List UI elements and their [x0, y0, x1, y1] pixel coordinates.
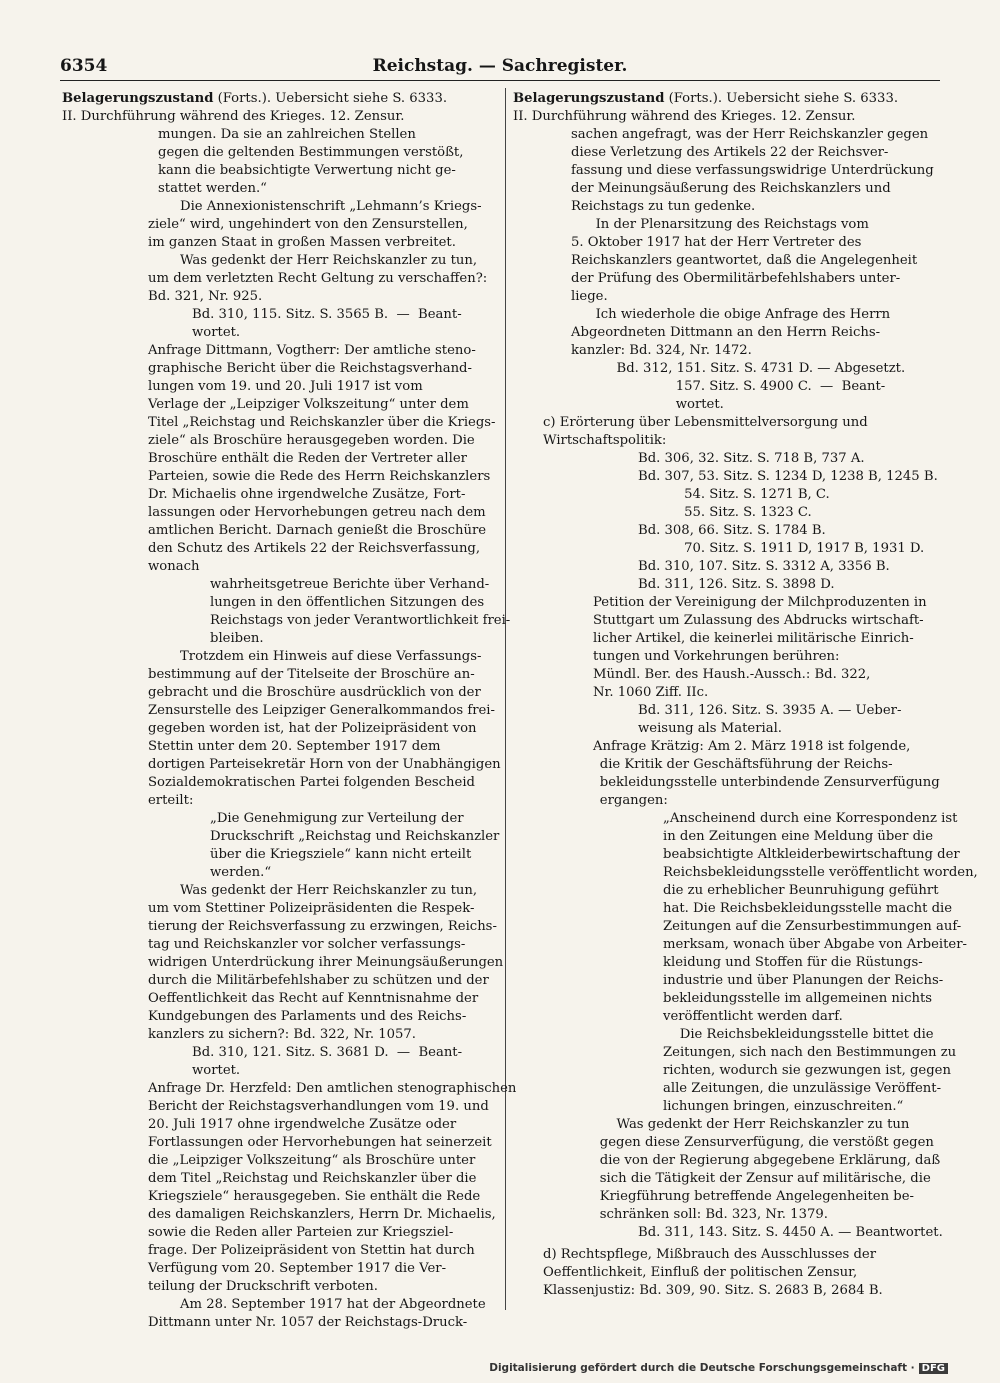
right-text-line: ergangen: [583, 793, 668, 808]
left-text-line: Verlage der „Leipziger Volkszeitung“ unter dem [148, 397, 469, 412]
left-text-line: Dittmann unter Nr. 1057 der Reichstags-Druck- [148, 1315, 468, 1330]
left-text-line: wahrheitsgetreue Berichte über Verhand- [210, 577, 490, 592]
left-text-line: graphische Bericht über die Reichstagsverhand- [148, 361, 472, 376]
left-text-line: Bd. 310, 115. Sitz. S. 3565 B. — Beant- [192, 307, 462, 322]
right-text-line: liege. [571, 289, 608, 304]
right-text-line: In der Plenarsitzung des Reichstags vom [583, 217, 869, 232]
left-text-line: tag und Reichskanzler vor solcher verfassungs- [148, 937, 466, 952]
left-text-line: Parteien, sowie die Rede des Herrn Reichskanzlers [148, 469, 491, 484]
left-text-line: des damaligen Reichskanzlers, Herrn Dr. Michaelis, [148, 1207, 496, 1222]
left-text-line: Was gedenkt der Herr Reichskanzler zu tun, [180, 883, 478, 898]
left-text-line: bestimmung auf der Titelseite der Broschüre an- [148, 667, 475, 682]
left-text-line: Anfrage Dr. Herzfeld: Den amtlichen stenographischen [148, 1081, 517, 1096]
right-text-line: 54. Sitz. S. 1271 B, C. [638, 487, 830, 502]
right-text-line: der Prüfung des Obermilitärbefehlshabers unter- [571, 271, 901, 286]
column-divider [505, 88, 506, 1310]
left-text-line: Sozialdemokratischen Partei folgenden Bescheid [148, 775, 475, 790]
right-text-line: schränken soll: Bd. 323, Nr. 1379. [583, 1207, 828, 1222]
right-text-line: bekleidungsstelle unterbindende Zensurverfügung [583, 775, 940, 790]
left-text-line: kanzlers zu sichern?: Bd. 322, Nr. 1057. [148, 1027, 416, 1042]
right-text-line: licher Artikel, die keinerlei militärische Einrich- [593, 631, 914, 646]
left-text-line: erteilt: [148, 793, 194, 808]
left-text-block [62, 126, 517, 1332]
left-text-line: Anfrage Dittmann, Vogtherr: Der amtliche steno- [148, 343, 476, 358]
dfg-logo: DFG [919, 1363, 948, 1374]
left-text-line: „Die Genehmigung zur Verteilung der [210, 811, 464, 826]
left-text-line: amtlichen Bericht. Darnach genießt die Broschüre [148, 523, 487, 538]
right-text-line: industrie und über Planungen der Reichs- [663, 973, 944, 988]
right-text-line: tungen und Vorkehrungen berühren: [593, 649, 840, 664]
right-text-line: Ich wiederhole die obige Anfrage des Herrn [583, 307, 891, 322]
right-text-line: alle Zeitungen, die unzulässige Veröffent- [663, 1081, 942, 1096]
right-text-line: Bd. 307, 53. Sitz. S. 1234 D, 1238 B, 1245 B. [638, 469, 938, 484]
right-text-line: in den Zeitungen eine Meldung über die [663, 829, 934, 844]
left-text-line: wortet. [192, 1063, 241, 1078]
right-text-line: Was gedenkt der Herr Reichskanzler zu tun [583, 1117, 910, 1132]
left-text-line: werden.“ [210, 865, 272, 880]
right-column [513, 90, 978, 1300]
right-text-block [513, 126, 978, 1300]
right-text-line: merksam, wonach über Abgabe von Arbeiter- [663, 937, 967, 952]
left-text-line: Stettin unter dem 20. September 1917 dem [148, 739, 441, 754]
right-text-line: richten, wodurch sie gezwungen ist, gegen [663, 1063, 951, 1078]
left-heading-rest: (Forts.). Uebersicht siehe S. 6333. [213, 91, 448, 106]
right-text-line: 55. Sitz. S. 1323 C. [638, 505, 812, 520]
right-text-line: 157. Sitz. S. 4900 C. — Beant- [638, 379, 886, 394]
left-text-line: bleiben. [210, 631, 264, 646]
left-text-line: den Schutz des Artikels 22 der Reichsverfassung, [148, 541, 481, 556]
right-text-line: Reichskanzlers geantwortet, daß die Angelegenheit [571, 253, 918, 268]
right-text-line: die zu erheblicher Beunruhigung geführt [663, 883, 939, 898]
right-text-line: kanzler: Bd. 324, Nr. 1472. [571, 343, 752, 358]
right-text-line: Nr. 1060 Ziff. IIc. [593, 685, 709, 700]
right-text-line: d) Rechtspflege, Mißbrauch des Ausschlusses der [543, 1247, 877, 1262]
left-text-line: Druckschrift „Reichstag und Reichskanzler [210, 829, 500, 844]
left-text-line: ziele“ als Broschüre herausgegeben worden. Die [148, 433, 475, 448]
right-heading-rest: (Forts.). Uebersicht siehe S. 6333. [664, 91, 899, 106]
right-text-line: Bd. 311, 126. Sitz. S. 3898 D. [638, 577, 835, 592]
right-text-line: hat. Die Reichsbekleidungsstelle macht die [663, 901, 953, 916]
right-text-line: Mündl. Ber. des Haush.-Aussch.: Bd. 322, [593, 667, 871, 682]
right-text-line: Oeffentlichkeit, Einfluß der politischen Zensur, [543, 1265, 858, 1280]
left-text-line: Broschüre enthält die Reden der Vertreter aller [148, 451, 467, 466]
right-text-line: 5. Oktober 1917 hat der Herr Vertreter des [571, 235, 862, 250]
left-text-line: Verfügung vom 20. September 1917 die Ver- [148, 1261, 447, 1276]
left-text-line: Fortlassungen oder Hervorhebungen hat seinerzeit [148, 1135, 492, 1150]
left-text-line: Zensurstelle des Leipziger Generalkommandos frei- [148, 703, 495, 718]
left-text-line: durch die Militärbefehlshaber zu schützen und der [148, 973, 489, 988]
left-text-line: Kriegsziele“ herausgegeben. Sie enthält die Rede [148, 1189, 481, 1204]
left-text-line: ziele“ wird, ungehindert von den Zensurstellen, [148, 217, 468, 232]
left-text-line: die „Leipziger Volkszeitung“ als Broschüre unter [148, 1153, 476, 1168]
page-header [60, 56, 940, 80]
left-text-line: um dem verletzten Recht Geltung zu verschaffen?: [148, 271, 488, 286]
right-text-line: beabsichtigte Altkleiderbewirtschaftung der [663, 847, 960, 862]
left-text-line: gegeben worden ist, hat der Polizeipräsident von [148, 721, 477, 736]
right-text-line: sachen angefragt, was der Herr Reichskanzler gegen [571, 127, 929, 142]
left-heading [62, 90, 494, 108]
left-text-line: über die Kriegsziele“ kann nicht erteilt [210, 847, 472, 862]
right-text-line: Zeitungen, sich nach den Bestimmungen zu [663, 1045, 957, 1060]
left-subheading: II. Durchführung während des Krieges. 12. Zensur. [62, 109, 405, 124]
right-text-line: 70. Sitz. S. 1911 D, 1917 B, 1931 D. [638, 541, 925, 556]
left-text-line: gegen die geltenden Bestimmungen verstößt, [158, 145, 464, 160]
page-number: 6354 [60, 56, 108, 76]
left-text-line: widrigen Unterdrückung ihrer Meinungsäußerungen [148, 955, 504, 970]
right-text-line: Bd. 306, 32. Sitz. S. 718 B, 737 A. [638, 451, 865, 466]
right-text-line: Bd. 312, 151. Sitz. S. 4731 D. — Abgesetzt. [583, 361, 906, 376]
left-heading-keyword: Belagerungszustand [62, 91, 214, 106]
right-text-line: Reichsbekleidungsstelle veröffentlicht worden, [663, 865, 978, 880]
right-text-line: Reichstags zu tun gedenke. [571, 199, 756, 214]
left-text-line: Oeffentlichkeit das Recht auf Kenntnisnahme der [148, 991, 479, 1006]
right-text-line: die Kritik der Geschäftsführung der Reichs- [583, 757, 893, 772]
header-rule [60, 80, 940, 81]
right-text-line: Wirtschaftspolitik: [543, 433, 667, 448]
left-text-line: Was gedenkt der Herr Reichskanzler zu tun, [180, 253, 478, 268]
left-text-line: Am 28. September 1917 hat der Abgeordnete [180, 1297, 486, 1312]
right-text-line: Zeitungen auf die Zensurbestimmungen auf- [663, 919, 962, 934]
right-text-line: bekleidungsstelle im allgemeinen nichts [663, 991, 933, 1006]
right-text-line: Stuttgart um Zulassung des Abdrucks wirtschaft- [593, 613, 924, 628]
left-text-line: frage. Der Polizeipräsident von Stettin hat durch [148, 1243, 475, 1258]
right-text-line: wortet. [638, 397, 724, 412]
left-text-line: Die Annexionistenschrift „Lehmann’s Kriegs- [180, 199, 482, 214]
right-text-line: Bd. 311, 126. Sitz. S. 3935 A. — Ueber- [638, 703, 902, 718]
left-text-line: Bericht der Reichstagsverhandlungen vom 19. und [148, 1099, 489, 1114]
right-heading-keyword: Belagerungszustand [513, 91, 665, 106]
left-text-line: Reichstags von jeder Verantwortlichkeit frei- [210, 613, 511, 628]
right-text-line: „Anscheinend durch eine Korrespondenz ist [663, 811, 958, 826]
left-text-line: wortet. [192, 325, 241, 340]
left-text-line: Titel „Reichstag und Reichskanzler über die Kriegs- [148, 415, 496, 430]
left-text-line: mungen. Da sie an zahlreichen Stellen [158, 127, 416, 142]
right-text-line: sich die Tätigkeit der Zensur auf militärische, die [583, 1171, 931, 1186]
right-text-line: Abgeordneten Dittmann an den Herrn Reichs- [571, 325, 881, 340]
right-text-line: c) Erörterung über Lebensmittelversorgung und [543, 415, 868, 430]
left-text-line: dem Titel „Reichstag und Reichskanzler über die [148, 1171, 477, 1186]
right-text-line: fassung und diese verfassungswidrige Unterdrückung [571, 163, 934, 178]
right-text-line: kleidung und Stoffen für die Rüstungs- [663, 955, 923, 970]
left-text-line: tierung der Reichsverfassung zu erzwingen, Reichs- [148, 919, 497, 934]
left-text-line: Dr. Michaelis ohne irgendwelche Zusätze, Fort- [148, 487, 466, 502]
right-text-line: Petition der Vereinigung der Milchproduzenten in [593, 595, 927, 610]
left-text-line: stattet werden.“ [158, 181, 267, 196]
left-text-line: teilung der Druckschrift verboten. [148, 1279, 378, 1294]
right-text-line: lichungen bringen, einzuschreiten.“ [663, 1099, 904, 1114]
right-text-line: der Meinungsäußerung des Reichskanzlers und [571, 181, 891, 196]
right-heading [513, 90, 945, 108]
right-text-line: gegen diese Zensurverfügung, die verstößt gegen [583, 1135, 934, 1150]
right-text-line: Bd. 308, 66. Sitz. S. 1784 B. [638, 523, 826, 538]
right-text-line: die von der Regierung abgegebene Erklärung, daß [583, 1153, 941, 1168]
right-text-line: Bd. 311, 143. Sitz. S. 4450 A. — Beantwortet. [638, 1225, 943, 1240]
footer-text: Digitalisierung gefördert durch die Deutsche Forschungsgemeinschaft · [489, 1362, 915, 1374]
right-text-line: Anfrage Krätzig: Am 2. März 1918 ist folgende, [593, 739, 911, 754]
left-text-line: sowie die Reden aller Parteien zur Kriegsziel- [148, 1225, 454, 1240]
right-text-line: Kriegführung betreffende Angelegenheiten be- [583, 1189, 914, 1204]
right-text-line: Bd. 310, 107. Sitz. S. 3312 A, 3356 B. [638, 559, 890, 574]
left-text-line: im ganzen Staat in großen Massen verbreitet. [148, 235, 456, 250]
left-text-line: lungen in den öffentlichen Sitzungen des [210, 595, 485, 610]
right-text-line: Die Reichsbekleidungsstelle bittet die [663, 1027, 934, 1042]
right-subheading: II. Durchführung während des Krieges. 12. Zensur. [513, 109, 856, 124]
right-text-line: veröffentlicht werden darf. [663, 1009, 843, 1024]
left-text-line: Trotzdem ein Hinweis auf diese Verfassungs- [180, 649, 482, 664]
left-text-line: um vom Stettiner Polizeipräsidenten die Respek- [148, 901, 475, 916]
left-text-line: kann die beabsichtigte Verwertung nicht ge- [158, 163, 456, 178]
left-text-line: wonach [148, 559, 200, 574]
left-text-line: Bd. 310, 121. Sitz. S. 3681 D. — Beant- [192, 1045, 463, 1060]
right-text-line: Klassenjustiz: Bd. 309, 90. Sitz. S. 2683 B, 2684 B. [543, 1283, 883, 1298]
right-text-line: diese Verletzung des Artikels 22 der Reichsver- [571, 145, 889, 160]
left-text-line: Kundgebungen des Parlaments und des Reichs- [148, 1009, 467, 1024]
left-text-line: 20. Juli 1917 ohne irgendwelche Zusätze oder [148, 1117, 457, 1132]
left-text-line: lungen vom 19. und 20. Juli 1917 ist vom [148, 379, 423, 394]
left-text-line: gebracht und die Broschüre ausdrücklich von der [148, 685, 481, 700]
running-title: Reichstag. — Sachregister. [372, 56, 628, 76]
left-text-line: Bd. 321, Nr. 925. [148, 289, 263, 304]
left-column [62, 90, 517, 1332]
right-text-line: weisung als Material. [638, 721, 783, 736]
left-text-line: dortigen Parteisekretär Horn von der Unabhängigen [148, 757, 501, 772]
digitization-footer [489, 1362, 948, 1374]
left-text-line: lassungen oder Hervorhebungen getreu nach dem [148, 505, 486, 520]
